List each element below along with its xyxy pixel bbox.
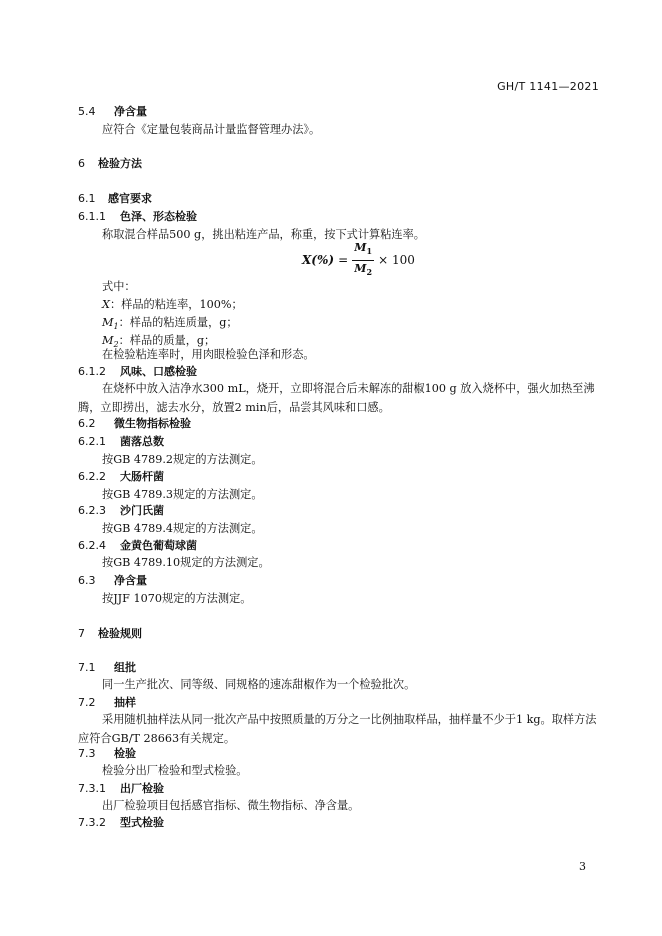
section-number: 6 <box>78 157 85 170</box>
paragraph: 检验分出厂检验和型式检验。 <box>102 764 248 777</box>
formula-lhs: X(%) <box>302 253 335 267</box>
heading-6 <box>78 156 142 172</box>
heading-6-2-1 <box>78 434 164 450</box>
section-title: 型式检验 <box>120 816 164 829</box>
section-number: 6.1 <box>78 192 96 205</box>
formula-numerator: $M_1$ <box>354 241 373 257</box>
section-number: 6.2.3 <box>78 504 106 517</box>
section-number: 7.3 <box>78 747 96 760</box>
section-title: 出厂检验 <box>120 782 164 795</box>
paragraph: 采用随机抽样法从同一批次产品中按照质量的万分之一比例抽取样品，抽样量不少于1 kg。取样方法应符合GB/T 28663有关规定。 <box>78 713 597 745</box>
heading-6-2 <box>78 416 191 432</box>
heading-6-2-2 <box>78 469 164 485</box>
where-label: 式中： <box>102 280 136 293</box>
section-title: 微生物指标检验 <box>114 417 191 430</box>
heading-7-3 <box>78 746 136 762</box>
heading-6-1 <box>78 191 152 207</box>
section-title: 检验规则 <box>98 627 142 640</box>
definition-m1: $M_1$：样品的粘连质量，g； <box>102 316 238 332</box>
heading-7 <box>78 626 142 642</box>
section-title: 净含量 <box>114 105 147 118</box>
section-title: 抽样 <box>114 696 136 709</box>
section-number: 7.3.1 <box>78 782 106 795</box>
heading-7-3-1 <box>78 781 164 797</box>
heading-6-2-4 <box>78 538 197 554</box>
paragraph: 出厂检验项目包括感官指标、微生物指标、净含量。 <box>102 799 360 812</box>
section-title: 大肠杆菌 <box>120 470 164 483</box>
section-number: 7.1 <box>78 661 96 674</box>
formula-denominator: $M_2$ <box>354 261 373 277</box>
heading-6-1-2 <box>78 364 197 380</box>
paragraph: 在烧杯中放入洁净水300 mL，烧开，立即将混合后未解冻的甜椒100 g 放入烧杯中，强火加热至沸腾，立即捞出，滤去水分，放置2 min后，品尝其风味和口感。 <box>78 382 595 414</box>
page-number: 3 <box>579 860 586 873</box>
section-title: 感官要求 <box>108 192 152 205</box>
section-title: 色泽、形态检验 <box>120 210 197 223</box>
section-number: 6.3 <box>78 574 96 587</box>
section-number: 7 <box>78 627 85 640</box>
paragraph: 同一生产批次、同等级、同规格的速冻甜椒作为一个检验批次。 <box>102 678 416 691</box>
section-number: 6.1.1 <box>78 210 106 223</box>
section-title: 风味、口感检验 <box>120 365 197 378</box>
heading-7-1 <box>78 660 136 676</box>
heading-7-2 <box>78 695 136 711</box>
adhesion-rate-formula <box>302 243 415 277</box>
heading-6-2-3 <box>78 503 164 519</box>
paragraph: 按GB 4789.10规定的方法测定。 <box>102 556 270 569</box>
paragraph: 按GB 4789.4规定的方法测定。 <box>102 522 263 535</box>
section-number: 6.1.2 <box>78 365 106 378</box>
heading-6-3 <box>78 573 147 589</box>
section-number: 7.3.2 <box>78 816 106 829</box>
section-title: 检验方法 <box>98 157 142 170</box>
definition-m2: $M_2$：样品的质量，g； <box>102 334 216 350</box>
section-title: 金黄色葡萄球菌 <box>120 539 197 552</box>
paragraph: 按GB 4789.2规定的方法测定。 <box>102 453 263 466</box>
formula-equals: = <box>338 253 349 267</box>
section-number: 6.2.1 <box>78 435 106 448</box>
section-title: 检验 <box>114 747 136 760</box>
paragraph: 按JJF 1070规定的方法测定。 <box>102 592 252 605</box>
definition-x: X：样品的粘连率，100%； <box>102 298 243 311</box>
heading-7-3-2 <box>78 815 164 831</box>
section-title: 沙门氏菌 <box>120 504 164 517</box>
formula-fraction <box>352 241 374 278</box>
standard-number: GH/T 1141—2021 <box>497 80 599 93</box>
section-title: 净含量 <box>114 574 147 587</box>
section-number: 6.2.4 <box>78 539 106 552</box>
section-number: 5.4 <box>78 105 96 118</box>
section-title: 菌落总数 <box>120 435 164 448</box>
paragraph: 按GB 4789.3规定的方法测定。 <box>102 488 263 501</box>
paragraph: 在检验粘连率时，用肉眼检验色泽和形态。 <box>102 348 315 361</box>
section-number: 6.2.2 <box>78 470 106 483</box>
section-number: 7.2 <box>78 696 96 709</box>
formula-rhs: × 100 <box>378 253 415 267</box>
heading-5-4 <box>78 104 147 120</box>
heading-6-1-1 <box>78 209 197 225</box>
section-title: 组批 <box>114 661 136 674</box>
paragraph: 应符合《定量包装商品计量监督管理办法》。 <box>102 123 321 136</box>
section-number: 6.2 <box>78 417 96 430</box>
paragraph: 称取混合样品500 g，挑出粘连产品，称重，按下式计算粘连率。 <box>102 228 425 241</box>
